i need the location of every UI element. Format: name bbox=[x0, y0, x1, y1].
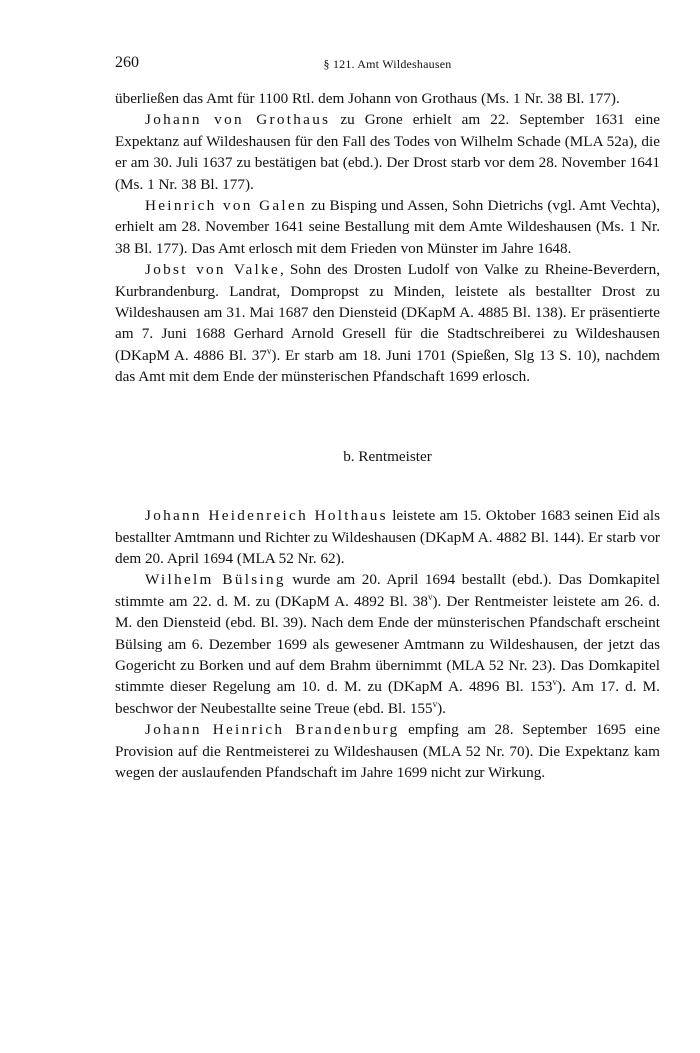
section-heading: b. Rentmeister bbox=[343, 447, 432, 465]
person-name: Wilhelm Bülsing bbox=[145, 571, 286, 589]
paragraph-text: , Sohn des Drosten Ludolf von Valke zu Rheine-Beverdern, Kurbrandenburg. Landrat, Dompropst zu Minden, leistete als bestallter Drost zu Wildeshausen am 31. Mai 1687 den Diensteid (DKapM A. 4885 Bl. 138). Er präsentierte am 7. Juni 1688 Gerhard Arnold Gresell für die Stadtschreiberei zu Wildeshausen (DKapM A. 4886 Bl. 37$^v$). Er starb am 18. Juni 1701 (Spießen, Slg 13 S. 10), nachdem das Amt mit dem Ende der münsterischen Pfandschaft 1699 erlosch. bbox=[115, 261, 660, 386]
page-number: 260 bbox=[115, 54, 139, 71]
paragraph bbox=[115, 719, 660, 783]
running-title: § 121. Amt Wildeshausen bbox=[323, 57, 452, 71]
paragraph-text: zu Grone erhielt am 22. September 1631 eine Expektanz auf Wildeshausen für den Fall des Todes von Wilhelm Schade (MLA 52a), die er am 30. Juli 1637 zu bestätigen bat (ebd.). Der Drost starb vor dem 28. November 1641 (Ms. 1 Nr. 38 Bl. 177). bbox=[115, 111, 660, 193]
paragraph bbox=[115, 259, 660, 387]
paragraph bbox=[115, 569, 660, 719]
paragraph-text: wurde am 20. April 1694 bestallt (ebd.). Das Domkapitel stimmte am 22. d. M. zu (DKapM A. 4892 Bl. 38$^v$). Der Rentmeister leistete am 26. d. M. den Diensteid (ebd. Bl. 39). Nach dem Ende der münsterischen Pfandschaft erscheint Bülsing am 6. Dezember 1699 als gewesener Amtmann zu Wildeshausen, der jetzt das Gogericht zu Borken und auf dem Brahm übernimmt (MLA 52 Nr. 23). Das Domkapitel stimmte dieser Regelung am 10. d. M. zu (DKapM A. 4896 Bl. 153$^v$). Am 17. d. M. beschwor der Neubestallte seine Treue (ebd. Bl. 155$^v$). bbox=[115, 571, 660, 717]
page-header bbox=[115, 52, 660, 74]
paragraph-text: überließen das Amt für 1100 Rtl. dem Johann von Grothaus (Ms. 1 Nr. 38 Bl. 177). bbox=[115, 90, 620, 107]
paragraph-text: zu Bisping und Assen, Sohn Dietrichs (vgl. Amt Vechta), erhielt am 28. November 1641 seine Bestallung mit dem Amte Wildeshausen (Ms. 1 Nr. 38 Bl. 177). Das Amt erlosch mit dem Frieden von Münster im Jahre 1648. bbox=[115, 197, 660, 257]
paragraph bbox=[115, 195, 660, 259]
paragraph-text: leistete am 15. Oktober 1683 seinen Eid als bestallter Amtmann und Richter zu Wildeshausen (DKapM A. 4882 Bl. 144). Er starb vor dem 20. April 1694 (MLA 52 Nr. 62). bbox=[115, 507, 660, 567]
paragraph bbox=[115, 88, 660, 109]
paragraph-text: empfing am 28. September 1695 eine Provision auf die Rentmeisterei zu Wildeshausen (MLA 52 Nr. 70). Die Expektanz kam wegen der auslaufenden Pfandschaft im Jahre 1699 nicht zur Wirkung. bbox=[115, 721, 660, 781]
document-page bbox=[115, 52, 660, 783]
person-name: Johann von Grothaus bbox=[145, 111, 331, 129]
person-name: Johann Heinrich Brandenburg bbox=[145, 721, 400, 739]
body-text-before bbox=[115, 88, 660, 388]
person-name: Heinrich von Galen bbox=[145, 197, 307, 215]
person-name: Jobst von Valke bbox=[145, 261, 281, 279]
person-name: Johann Heidenreich Holthaus bbox=[145, 507, 388, 525]
paragraph bbox=[115, 505, 660, 569]
body-text-after bbox=[115, 505, 660, 783]
paragraph bbox=[115, 109, 660, 195]
